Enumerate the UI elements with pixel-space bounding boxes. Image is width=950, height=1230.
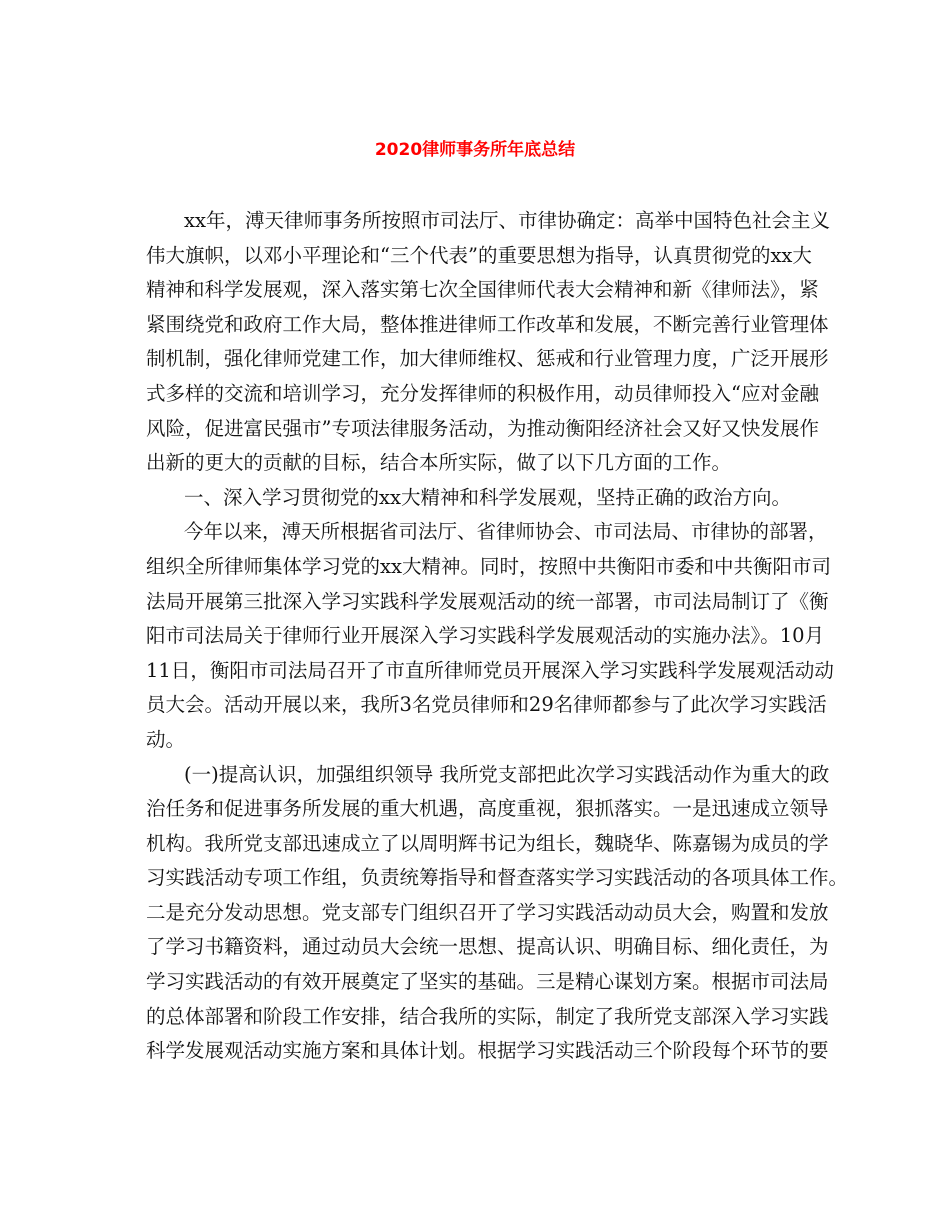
text-line: 的总体部署和阶段工作安排，结合我所的实际，制定了我所党支部深入学习实践 — [146, 1004, 829, 1028]
text-line: 组织全所律师集体学习党的xx大精神。同时，按照中共衡阳市委和中共衡阳市司 — [146, 554, 831, 578]
text-line: 精神和科学发展观，深入落实第七次全国律师代表大会精神和新《律师法》，紧 — [146, 278, 819, 302]
text-line: 法局开展第三批深入学习实践科学发展观活动的统一部署，市司法局制订了《衡 — [146, 589, 829, 613]
text-line: 风险，促进富民强市”专项法律服务活动，为推动衡阳经济社会又好又快发展作 — [146, 416, 819, 440]
text-line: 动。 — [146, 727, 186, 751]
text-line: 习实践活动专项工作组，负责统筹指导和督查落实学习实践活动的各项具体工作。 — [146, 866, 849, 890]
text-line: 员大会。活动开展以来，我所3名党员律师和29名律师都参与了此次学习实践活 — [146, 693, 827, 717]
text-line: 机构。我所党支部迅速成立了以周明辉书记为组长，魏晓华、陈嘉锡为成员的学 — [146, 831, 829, 855]
text-line: (一)提高认识，加强组织领导 我所党支部把此次学习实践活动作为重大的政 — [184, 762, 830, 786]
text-line: 学习实践活动的有效开展奠定了坚实的基础。三是精心谋划方案。根据市司法局 — [146, 970, 829, 994]
text-line: 治任务和促进事务所发展的重大机遇，高度重视，狠抓落实。一是迅速成立领导 — [146, 797, 829, 821]
document-body — [146, 204, 849, 1069]
text-line: 紧围绕党和政府工作大局，整体推进律师工作改革和发展，不断完善行业管理体 — [146, 312, 829, 336]
text-line: 了学习书籍资料，通过动员大会统一思想、提高认识、明确目标、细化责任，为 — [146, 935, 829, 959]
text-line: 二是充分发动思想。党支部专门组织召开了学习实践活动动员大会，购置和发放 — [146, 900, 829, 924]
text-line: xx年，溥天律师事务所按照市司法厅、市律协确定：高举中国特色社会主义 — [184, 209, 830, 232]
text-line: 出新的更大的贡献的目标，结合本所实际，做了以下几方面的工作。 — [146, 451, 732, 475]
text-line: 科学发展观活动实施方案和具体计划。根据学习实践活动三个阶段每个环节的要 — [146, 1039, 829, 1063]
text-line: 11日，衡阳市司法局召开了市直所律师党员开展深入学习实践科学发展观活动动 — [146, 658, 834, 682]
section-heading: 一、深入学习贯彻党的xx大精神和科学发展观，坚持正确的政治方向。 — [184, 485, 791, 509]
document-title: 2020律师事务所年底总结 — [374, 140, 576, 160]
text-line: 制机制，强化律师党建工作，加大律师维权、惩戒和行业管理力度，广泛开展形 — [146, 347, 829, 371]
text-line: 今年以来，溥天所根据省司法厅、省律师协会、市司法局、市律协的部署， — [184, 520, 828, 544]
text-line: 伟大旗帜，以邓小平理论和“三个代表”的重要思想为指导，认真贯彻党的xx大 — [146, 243, 812, 267]
text-line: 阳市司法局关于律师行业开展深入学习实践科学发展观活动的实施办法》。10月 — [146, 624, 825, 648]
text-line: 式多样的交流和培训学习，充分发挥律师的积极作用，动员律师投入“应对金融 — [146, 381, 819, 405]
